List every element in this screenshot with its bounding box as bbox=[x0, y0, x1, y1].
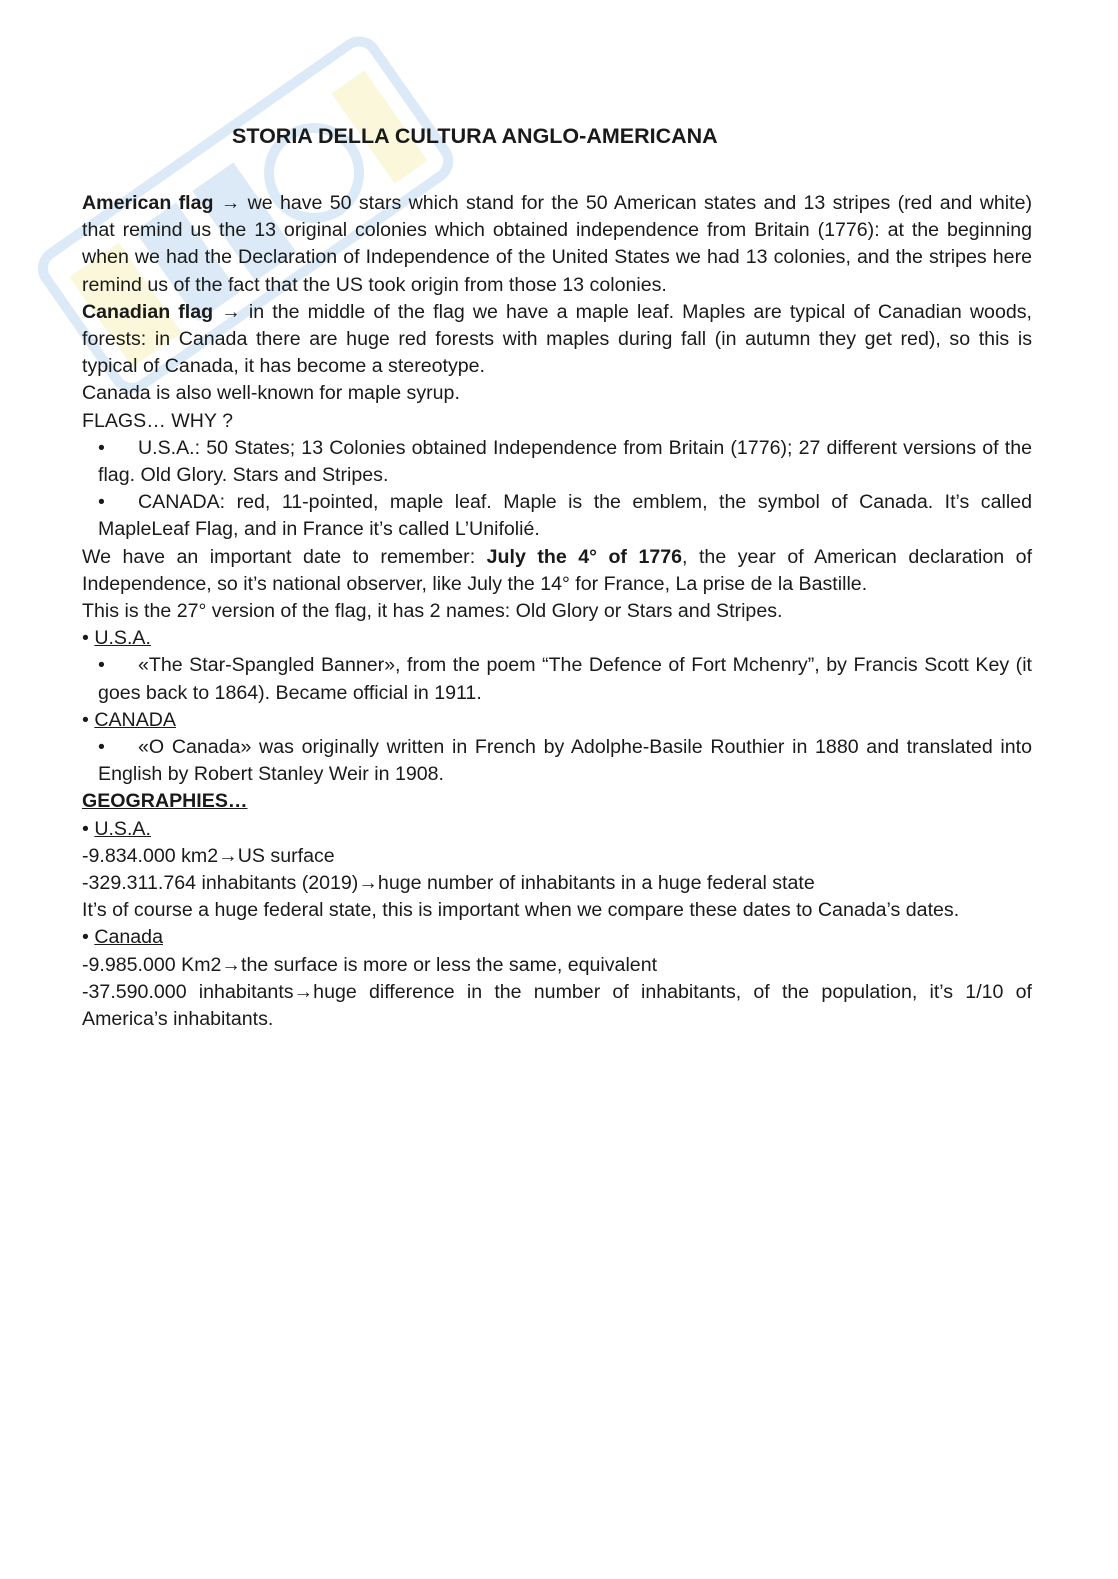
important-date-bold: July the 4° of 1776 bbox=[486, 545, 683, 568]
geo-usa-surface: -9.834.000 km2→US surface bbox=[82, 844, 335, 867]
flags-bullet-canada-text: CANADA: red, 11-pointed, maple leaf. Maple is the emblem, the symbol of Canada. It’s called MapleLeaf Flag, and in France it’s called L’Unifolié. bbox=[98, 491, 1032, 541]
geo-canada-inhabitants: -37.590.000 inhabitants→huge difference in the number of inhabitants, of the population, it’s 1/10 of America’s inhabitants. bbox=[82, 980, 1032, 1031]
geo-canada-heading-text: Canada bbox=[94, 926, 163, 949]
geo-usa-heading-text: U.S.A. bbox=[94, 817, 151, 840]
anthem-canada-item bbox=[82, 734, 1032, 788]
canadian-flag-paragraph bbox=[82, 299, 1032, 381]
important-date-after: , the year of American declaration of Independence, so it’s national observer, like July the 14° for France, La prise de la Bastille. bbox=[82, 545, 1033, 595]
anthem-usa-heading bbox=[82, 625, 1032, 652]
bullet-dot: • bbox=[98, 654, 105, 677]
american-flag-text: → we have 50 stars which stand for the 50 American states and 13 stripes (red and white) that remind us the 13 original colonies which obtained independence from Britain (1776): at the beginning when we had the Declaration of Independence of the United States we had 13 colonies, and the stripes here remind us of the fact that the US took origin from those 13 colonies. bbox=[82, 192, 1032, 296]
bullet-dot: • bbox=[82, 627, 89, 650]
bullet-dot: • bbox=[82, 926, 89, 949]
anthem-usa-item bbox=[82, 652, 1032, 706]
anthem-canada-item-text: «O Canada» was originally written in French by Adolphe-Basile Routhier in 1880 and translated into English by Robert Stanley Weir in 1908. bbox=[98, 736, 1032, 786]
bullet-dot: • bbox=[82, 817, 89, 840]
flags-why-line: FLAGS… WHY ? bbox=[82, 409, 233, 432]
bullet-dot: • bbox=[98, 491, 105, 514]
flag-version-line: This is the 27° version of the flag, it has 2 names: Old Glory or Stars and Stripes. bbox=[82, 600, 783, 623]
canadian-flag-text: → in the middle of the flag we have a maple leaf. Maples are typical of Canadian woods, forests: in Canada there are huge red forests with maples during fall (in autumn they get red), so this is typical of Canada, it has become a stereotype. bbox=[82, 300, 1032, 378]
geographies-heading: GEOGRAPHIES… bbox=[82, 790, 248, 813]
canadian-flag-label: Canadian flag bbox=[82, 300, 214, 323]
page-title: STORIA DELLA CULTURA ANGLO-AMERICANA bbox=[232, 124, 718, 148]
anthem-canada-heading bbox=[82, 707, 1032, 734]
bullet-dot: • bbox=[98, 736, 105, 759]
flags-bullet-usa-text: U.S.A.: 50 States; 13 Colonies obtained Independence from Britain (1776); 27 different versions of the flag. Old Glory. Stars and Stripes. bbox=[98, 436, 1032, 487]
american-flag-label: American flag bbox=[82, 192, 214, 214]
anthem-usa-item-text: «The Star-Spangled Banner», from the poem “The Defence of Fort Mchenry”, by Francis Scott Key (it goes back to 1864). Became official in 1911. bbox=[98, 654, 1032, 704]
flags-bullet-canada bbox=[82, 489, 1032, 543]
flags-bullet-usa bbox=[82, 435, 1032, 489]
maple-syrup-line: Canada is also well-known for maple syrup. bbox=[82, 382, 460, 405]
important-date-paragraph bbox=[82, 544, 1032, 598]
anthem-usa-heading-text: U.S.A. bbox=[94, 627, 151, 650]
anthem-canada-heading-text: CANADA bbox=[94, 708, 176, 731]
geo-canada-heading bbox=[82, 924, 1032, 951]
american-flag-paragraph bbox=[82, 190, 1032, 299]
geo-usa-inhabitants: -329.311.764 inhabitants (2019)→huge number of inhabitants in a huge federal state bbox=[82, 872, 815, 895]
geo-canada-surface: -9.985.000 Km2→the surface is more or less the same, equivalent bbox=[82, 953, 658, 976]
geo-usa-heading bbox=[82, 816, 1032, 843]
bullet-dot: • bbox=[82, 708, 89, 731]
geo-usa-note: It’s of course a huge federal state, this is important when we compare these dates to Canada’s dates. bbox=[82, 899, 960, 922]
bullet-dot: • bbox=[98, 436, 105, 459]
document-page bbox=[82, 122, 1032, 1033]
important-date-before: We have an important date to remember: bbox=[82, 545, 487, 568]
